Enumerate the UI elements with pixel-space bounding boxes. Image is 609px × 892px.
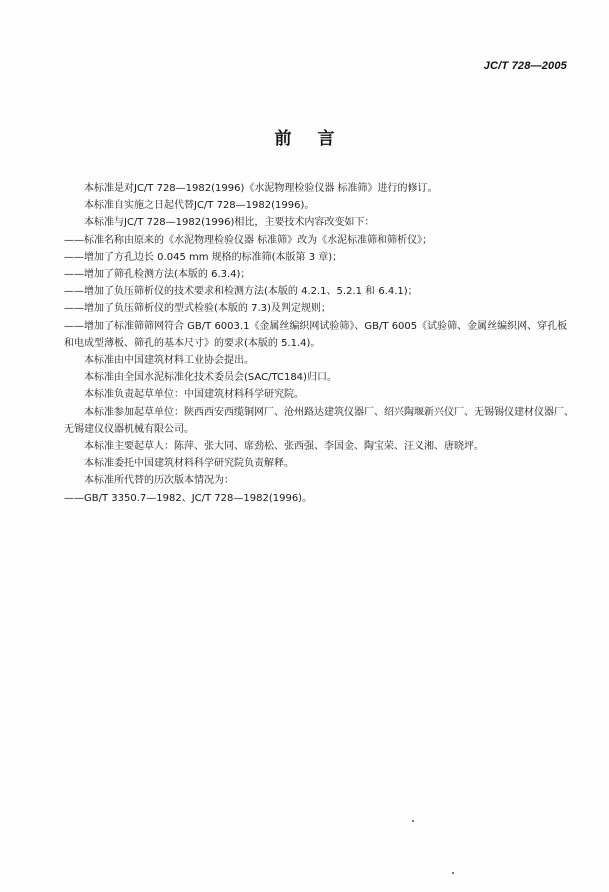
list-item-change-sieve-mesh: ——增加了标准筛筛网符合 GB/T 6003.1《金属丝编织网试验筛》、GB/T 6005《试验筛、金属丝编织网、穿孔板和电成型薄板、筛孔的基本尺寸》的要求(本版的 5.1.4)。 bbox=[64, 320, 568, 349]
paragraph-interpretation: 本标准委托中国建筑材料科学研究院负责解释。 bbox=[84, 458, 294, 470]
list-item-change-name: ——标准名称由原来的《水泥物理检验仪器 标准筛》改为《水泥标准筛和筛析仪》； bbox=[64, 234, 433, 246]
paragraph-changes-intro: 本标准与JC/T 728—1982(1996)相比，主要技术内容改变如下： bbox=[84, 217, 375, 229]
list-item-change-detection-method: ——增加了筛孔检测方法(本版的 6.3.4)； bbox=[64, 269, 251, 281]
list-item-change-type-test: ——增加了负压筛析仪的型式检验(本版的 7.3)及判定规则； bbox=[64, 303, 331, 315]
paragraph-replaces: 本标准自实施之日起代替JC/T 728—1982(1996)。 bbox=[84, 200, 315, 212]
paragraph-previous-editions: 本标准所代替的历次版本情况为： bbox=[84, 475, 234, 487]
paragraph-main-drafters: 本标准主要起草人：陈萍、张大同、席劲松、张西强、李国金、陶宝荣、汪义湘、唐晓坪。 bbox=[84, 441, 484, 453]
paragraph-participating-drafters: 本标准参加起草单位：陕西西安西缆铜网厂、沧州路达建筑仪器厂、绍兴陶堰新兴仪厂、无锡锡仪建材仪器厂、无锡建仪仪器机械有限公司。 bbox=[64, 406, 574, 435]
paragraph-centralized-by: 本标准由全国水泥标准化技术委员会(SAC/TC184)归口。 bbox=[84, 372, 337, 384]
page-title: 前言 bbox=[274, 129, 361, 149]
paragraph-revision-note: 本标准是对JC/T 728—1982(1996)《水泥物理检验仪器 标准筛》进行的修订。 bbox=[84, 183, 438, 194]
scan-speck bbox=[452, 872, 454, 874]
list-item-change-sieve-size: ——增加了方孔边长 0.045 mm 规格的标准筛(本版第 3 章)； bbox=[64, 251, 343, 263]
paragraph-proposed-by: 本标准由中国建筑材料工业协会提出。 bbox=[84, 355, 254, 367]
paragraph-lead-drafter: 本标准负责起草单位：中国建筑材料科学研究院。 bbox=[84, 389, 304, 401]
list-item-previous-editions: ——GB/T 3350.7—1982、JC/T 728—1982(1996)。 bbox=[64, 492, 313, 504]
standard-number: JC/T 728—2005 bbox=[483, 60, 567, 72]
list-item-change-negative-pressure-req: ——增加了负压筛析仪的技术要求和检测方法(本版的 4.2.1、5.2.1 和 6.4.1)； bbox=[64, 286, 418, 298]
scan-speck bbox=[412, 820, 414, 822]
foreword-body bbox=[64, 180, 574, 507]
